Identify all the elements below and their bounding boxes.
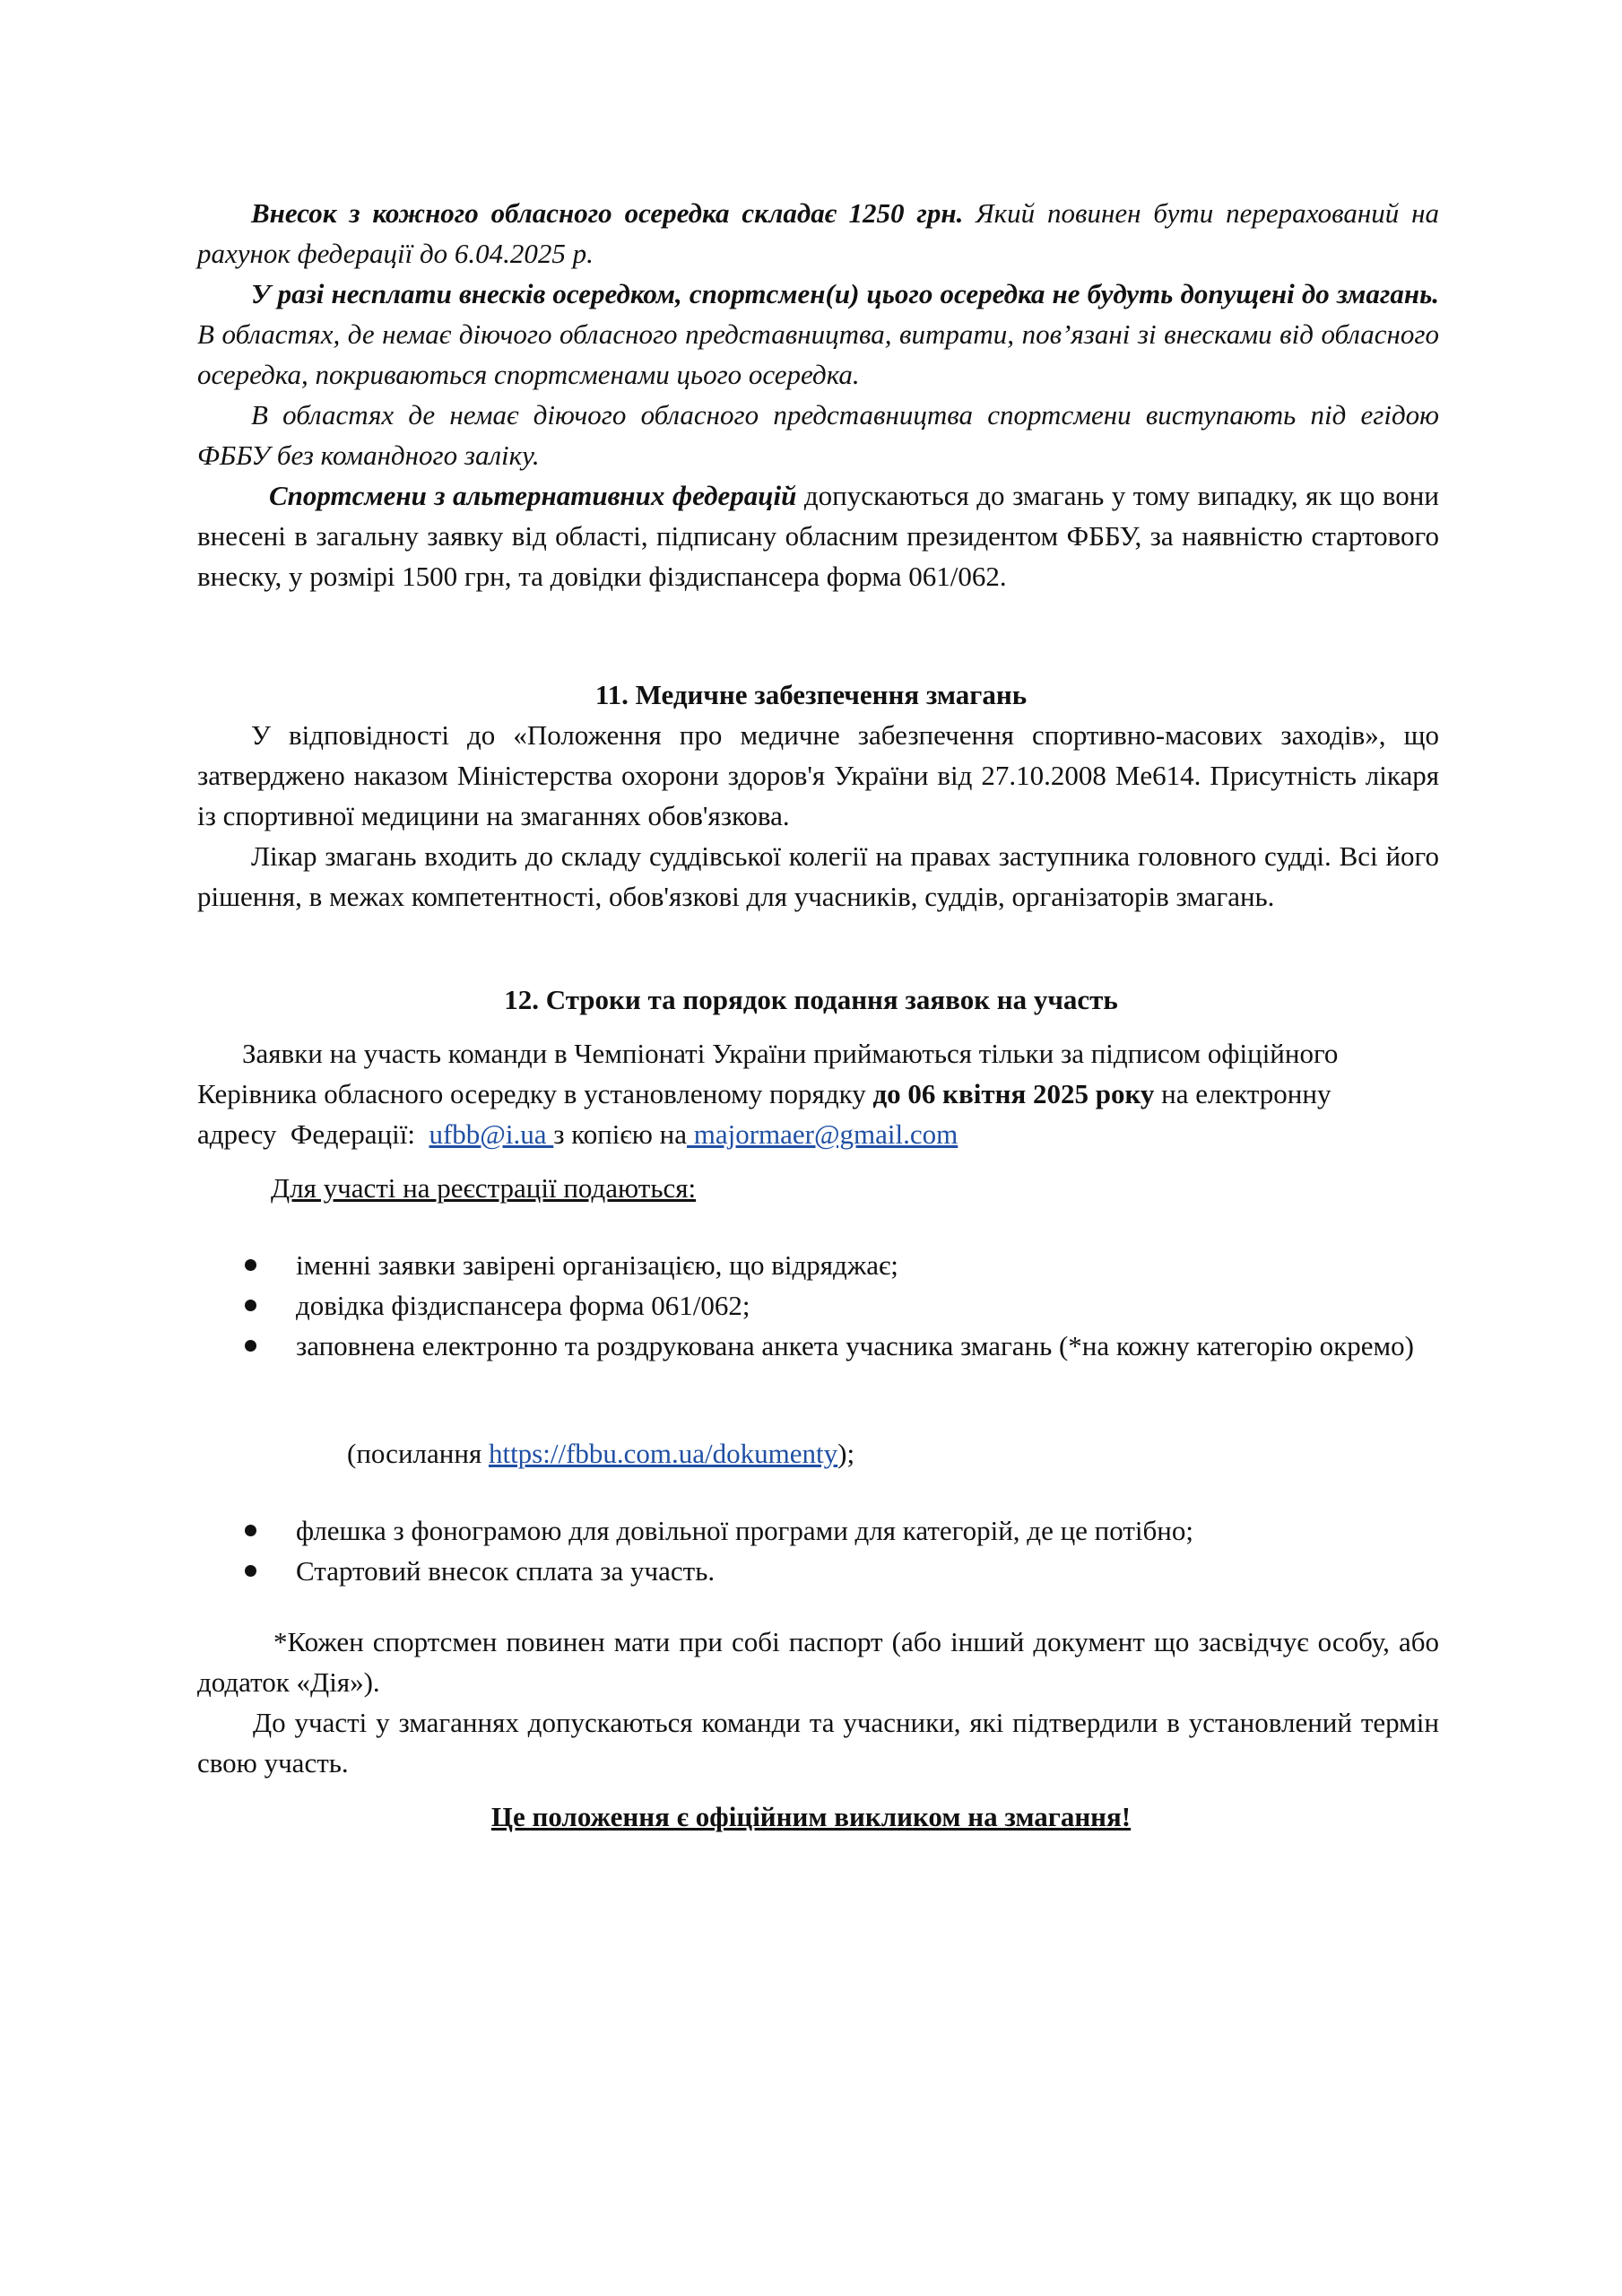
nonpayment-warning-bold: У разі несплати внесків осередком, спортсмен(и) цього осередка не будуть допущені до змагань. bbox=[251, 278, 1439, 309]
confirmation-note bbox=[197, 1702, 1439, 1783]
bullet-dot bbox=[245, 1340, 256, 1352]
fee-deadline-text: Який повинен бути перерахований на рахунок федерації до 6.04.2025 р. bbox=[197, 197, 1439, 269]
section-11-title: 11. Медичне забезпечення змагань bbox=[594, 679, 1028, 710]
address-label: адресу Федерації: bbox=[197, 1118, 429, 1150]
applications-line-2-post: на електронну bbox=[1154, 1078, 1331, 1109]
passport-note bbox=[197, 1622, 1439, 1702]
registration-label: Для участі на реєстрації подаються: bbox=[271, 1172, 697, 1204]
applications-line-2 bbox=[197, 1074, 1331, 1114]
bullet-dot bbox=[245, 1259, 256, 1271]
bullet-dot bbox=[245, 1300, 256, 1311]
section-12-title: 12. Строки та порядок подання заявок на участь bbox=[504, 984, 1118, 1015]
bullet-item-2: довідка фіздиспансера форма 061/062; bbox=[296, 1290, 750, 1321]
link-prefix: (посилання bbox=[347, 1438, 489, 1469]
bullet-item-3: заповнена електронно та роздрукована анкета учасника змагань (*на кожну категорію окремо) bbox=[296, 1330, 1414, 1361]
section-11-paragraph-1 bbox=[197, 715, 1439, 836]
bullet-item-5: Стартовий внесок сплата за участь. bbox=[296, 1555, 716, 1587]
documents-link-line bbox=[347, 1433, 854, 1474]
link-suffix: ); bbox=[837, 1438, 855, 1469]
alt-federations-text: допускаються до змагань у тому випадку, як що вони внесені в загальну заявку від області, підписану обласним президентом ФББУ, за наявністю стартового внеску, у розмірі 1500 грн, та довідки фіздиспансера форма 061/062. bbox=[197, 480, 1439, 592]
official-call-closing: Це положення є офіційним викликом на змагання! bbox=[490, 1801, 1132, 1832]
alt-federations-bold: Спортсмени з альтернативних федерацій bbox=[269, 480, 797, 511]
fee-paragraph-4 bbox=[197, 475, 1439, 596]
fee-amount-bold: Внесок з кожного обласного осередка складає 1250 грн. bbox=[251, 197, 964, 229]
passport-note-text: *Кожен спортсмен повинен мати при собі паспорт (або інший документ що засвідчує особу, або додаток «Дія»). bbox=[197, 1626, 1439, 1698]
bullet-item-4: флешка з фонограмою для довільної програми для категорій, де це потібно; bbox=[296, 1515, 1193, 1546]
bullet-dot bbox=[245, 1525, 256, 1536]
section-11-paragraph-2 bbox=[197, 836, 1439, 917]
fee-paragraph-2 bbox=[197, 274, 1439, 395]
nonpayment-details: В областях, де немає діючого обласного представництва, витрати, пов’язані зі внесками від обласного осередка, покриваються спортсменами цього осередка. bbox=[197, 318, 1439, 390]
doctor-role-text: Лікар змагань входить до складу суддівської колегії на правах заступника головного судді. Всі його рішення, в межах компетентності, обов'язкові для учасників, суддів, організаторів змагань. bbox=[197, 840, 1439, 912]
applications-line-1: Заявки на участь команди в Чемпіонаті України приймаються тільки за підписом офіційного bbox=[242, 1038, 1339, 1069]
bullet-item-1: іменні заявки завірені організацією, що відряджає; bbox=[296, 1249, 898, 1281]
bullet-dot bbox=[245, 1565, 256, 1577]
applications-line-2-pre: Керівника обласного осередку в установленому порядку bbox=[197, 1078, 873, 1109]
applications-line-3 bbox=[197, 1114, 958, 1154]
copy-email-link[interactable]: majormaer@gmail.com bbox=[686, 1118, 958, 1150]
documents-link[interactable]: https://fbbu.com.ua/dokumenty bbox=[488, 1438, 838, 1469]
deadline-bold: до 06 квітня 2025 року bbox=[872, 1078, 1155, 1109]
no-representation-text: В областях де немає діючого обласного представництва спортсмени виступають під егідою ФББУ без командного заліку. bbox=[197, 399, 1439, 471]
copy-to-text: з копією на bbox=[553, 1118, 687, 1150]
confirmation-note-text: До участі у змаганнях допускаються команди та учасники, які підтвердили в установлений термін свою участь. bbox=[197, 1707, 1439, 1779]
fee-paragraph-3 bbox=[197, 395, 1439, 475]
fee-paragraph-1 bbox=[197, 193, 1439, 274]
federation-email-link[interactable]: ufbb@i.ua bbox=[429, 1118, 554, 1150]
medical-regulation-text: У відповідності до «Положення про медичне забезпечення спортивно-масових заходів», що затверджено наказом Міністерства охорони здоров'я України від 27.10.2008 Me614. Присутність лікаря із спортивної медицини на змаганнях обов'язкова. bbox=[197, 719, 1439, 831]
